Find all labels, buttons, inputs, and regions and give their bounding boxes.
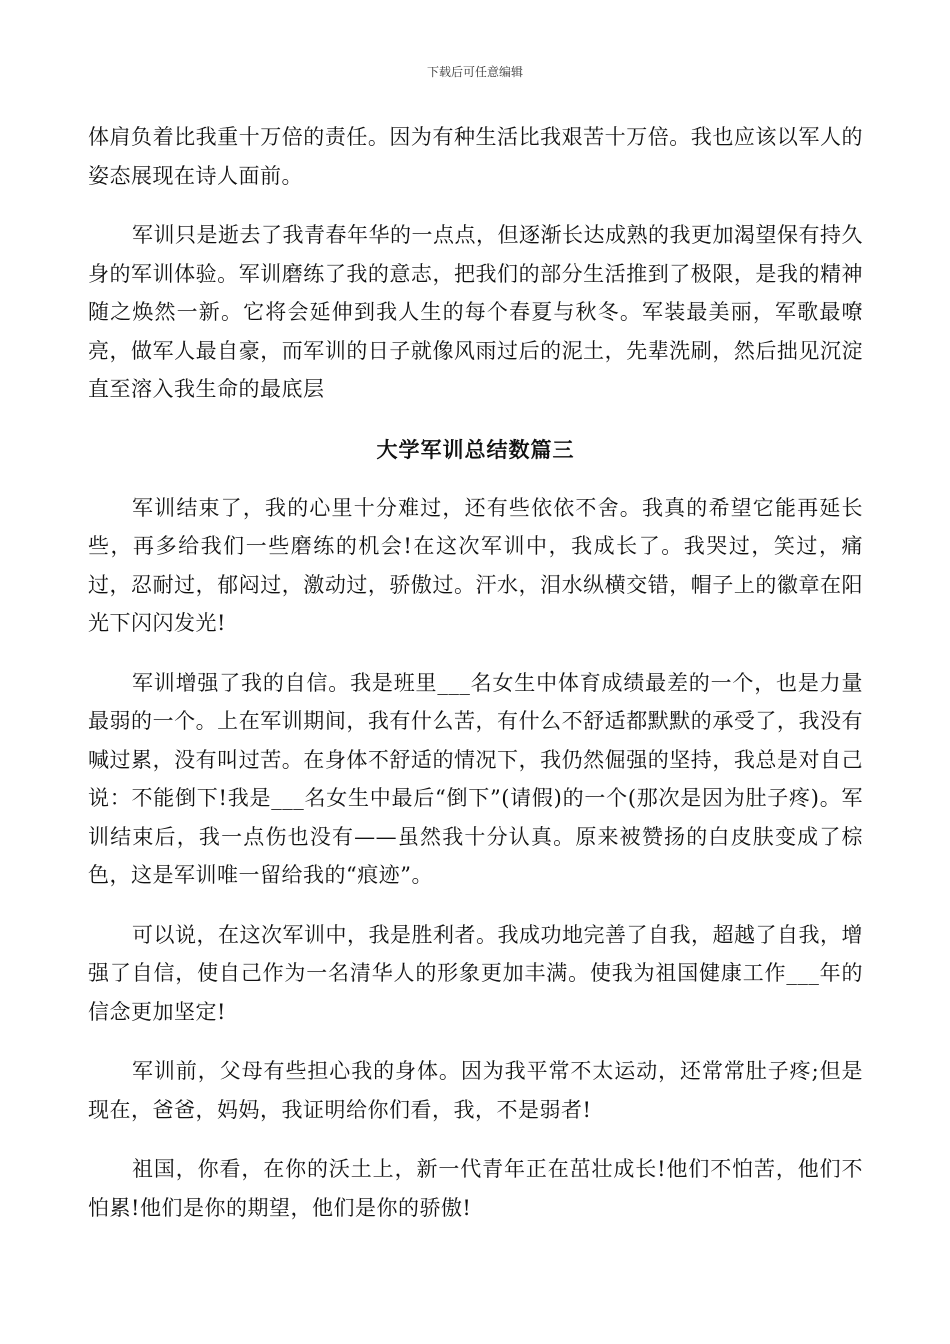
paragraph: 祖国，你看，在你的沃土上，新一代青年正在茁壮成长!他们不怕苦，他们不怕累!他们是你的期望，他们是你的骄傲! [88,1157,863,1220]
paragraph-continuation: 体肩负着比我重十万倍的责任。因为有种生活比我艰苦十万倍。我也应该以军人的姿态展现在诗人面前。 [88,125,863,188]
section-title: 大学军训总结数篇三 [376,436,575,462]
page-header: 下载后可任意编辑 [426,65,523,79]
paragraph: 军训结束了，我的心里十分难过，还有些依依不舍。我真的希望它能再延长些，再多给我们一些磨练的机会!在这次军训中，我成长了。我哭过，笑过，痛过，忍耐过，郁闷过，激动过，骄傲过。汗水，泪水纵横交错，帽子上的徽章在阳光下闪闪发光! [88,495,863,635]
paragraph: 军训前，父母有些担心我的身体。因为我平常不太运动，还常常肚子疼;但是现在，爸爸，妈妈，我证明给你们看，我，不是弱者! [88,1059,863,1122]
paragraph: 军训增强了我的自信。我是班里___名女生中体育成绩最差的一个，也是力量最弱的一个。上在军训期间，我有什么苦，有什么不舒适都默默的承受了，我没有喊过累，没有叫过苦。在身体不舒适的情况下，我仍然倔强的坚持，我总是对自己说：不能倒下!我是___名女生中最后“倒下”(请假)的一个(那次是因为肚子疼)。军训结束后，我一点伤也没有——虽然我十分认真。原来被赞扬的白皮肤变成了棕色，这是军训唯一留给我的“痕迹”。 [88,670,863,887]
paragraph: 军训只是逝去了我青春年华的一点点，但逐渐长达成熟的我更加渴望保有持久身的军训体验。军训磨练了我的意志，把我们的部分生活推到了极限，是我的精神随之焕然一新。它将会延伸到我人生的每个春夏与秋冬。军装最美丽，军歌最嘹亮，做军人最自豪，而军训的日子就像风雨过后的泥土，先辈洗刷，然后拙见沉淀直至溶入我生命的最底层 [88,223,863,401]
document-body [88,118,863,1227]
paragraph: 可以说，在这次军训中，我是胜利者。我成功地完善了自我，超越了自我，增强了自信，使自己作为一名清华人的形象更加丰满。使我为祖国健康工作___年的信念更加坚定! [88,922,863,1024]
